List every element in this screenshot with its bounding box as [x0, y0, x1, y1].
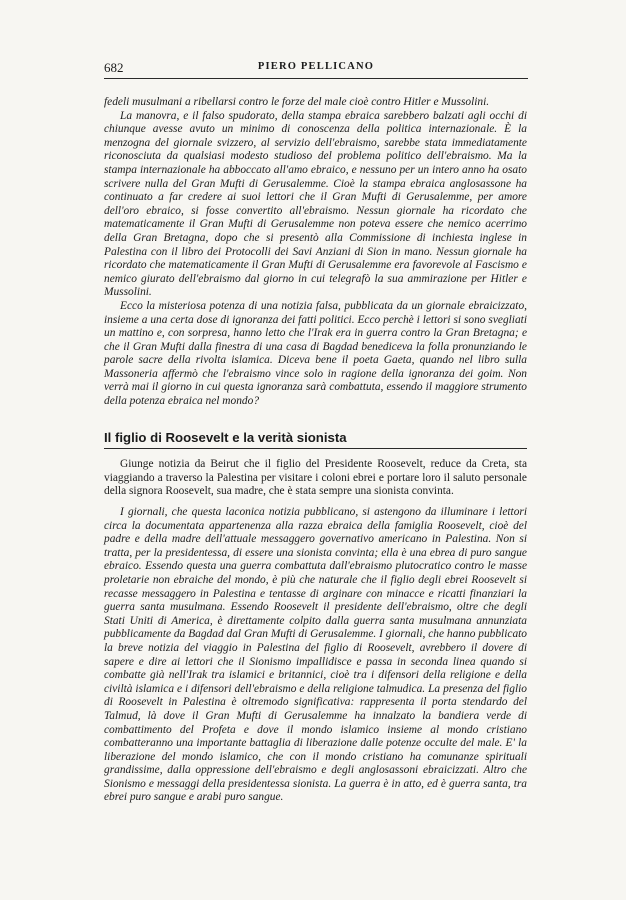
running-title: PIERO PELLICANO	[257, 61, 375, 72]
paragraph-continuation: fedeli musulmani a ribellarsi contro le forze del male cioè contro Hitler e Mussolini.	[104, 96, 490, 108]
page-header	[104, 60, 528, 79]
paragraph-lead: Giunge notizia da Beirut che il figlio del Presidente Roosevelt, reduce da Creta, sta viaggiando a traverso la Palestina per visitare i coloni ebrei e portare loro il saluto personale della signora Roosevelt, sua madre, che è stata sempre una sionista convinta.	[104, 458, 527, 498]
opening-text-block	[104, 96, 527, 409]
section-lead-block	[104, 458, 527, 499]
section-commentary-block	[104, 506, 527, 805]
section-heading: Il figlio di Roosevelt e la verità sionista	[104, 430, 527, 449]
paragraph-manovra: La manovra, e il falso spudorato, della stampa ebraica sarebbero balzati agli occhi di chiunque avesse avuto un minimo di conoscenza della politica internazionale. È la menzogna del giornale svizzero, al servizio dell'ebraismo, sarebbe stata immediatamente riconosciuta da qualsiasi modesto studioso del problema politico dell'ebraismo. Ma la stampa internazionale ha abboccato all'amo ebraico, e nessuno per un intero anno ha osato scrivere nulla del Gran Mufti di Gerusalemme. Cioè la stampa ebraica anglosassone ha continuato a far credere ai suoi lettori che il Gran Mufti di Gerusalemme, per amore dell'oro ebraico, si fosse convertito all'ebraismo. Nessun giornale ha ricordato che matematicamente il Gran Mufti di Gerusalemme non poteva essere che nemico acerrimo della Gran Bretagna, dopo che si presentò alla Commissione di inchiesta inglese in Palestina con il libro dei Protocolli dei Savi Anziani di Sion in mano. Nessun giornale ha ricordato che matematicamente il Gran Mufti di Gerusalemme era favorevole al Fascismo e nemico giurato dell'ebraismo dal giorno in cui telegrafò la sua ammirazione per Hitler e Mussolini.	[104, 109, 527, 299]
page-number: 682	[104, 60, 124, 75]
paragraph-commentary: I giornali, che questa laconica notizia pubblicano, si astengono da illuminare i lettori circa la documentata appartenenza alla razza ebraica della famiglia Roosevelt, cioè del padre e della madre dell'attuale messaggero governativo americano in Palestina. Non si tratta, per la presidentessa, di essere una sionista convinta; ella è una ebrea di puro sangue ebraico. Essendo questa una guerra combattuta dall'ebraismo plutocratico contro le masse proletarie non ebraiche del mondo, è più che naturale che il figlio degli ebrei Roosevelt si recasse messaggero in Palestina e tentasse di arginare con minacce e ricatti finanziari la guerra santa musulmana. Essendo Roosevelt il presidente dell'ebraismo, oltre che degli Stati Uniti di America, è direttamente colpito dalla guerra santa musulmana annunziata pubblicamente da Bagdad dal Gran Mufti di Gerusalemme. I giornali, che hanno pubblicato la breve notizia del viaggio in Palestina del figlio di Roosevelt, avrebbero il dovere di sapere e dire ai lettori che il Sionismo impallidisce e passa in seconda linea quando si combatte già nell'Irak tra islamici e britannici, cioè tra i difensori della religione e della civiltà islamica e i difensori dell'ebraismo e della religione talmudica. La presenza del figlio di Roosevelt in Palestina è oltremodo significativa: rappresenta il porta stendardo del Talmud, là dove il Gran Mufti di Gerusalemme ha innalzato la bandiera verde di combattimento del Profeta e dove il mondo islamico insieme al mondo cristiano combatteranno una importante battaglia di liberazione dalle potenze occulte del male. E' la liberazione del mondo islamico, che con il mondo cristiano ha comunanze spirituali grandissime, dalla oppressione dell'ebraismo e degli anglosassoni ebraicizzati. Altro che Sionismo e messaggi della presidentessa sionista. La guerra è in atto, ed è guerra santa, tra ebrei puro sangue e arabi puro sangue.	[104, 506, 527, 804]
paragraph-misteriosa-potenza: Ecco la misteriosa potenza di una notizia falsa, pubblicata da un giornale ebraicizzato, insieme a una certa dose di ignoranza dei fatti politici. Ecco perchè i lettori si sono svegliati un mattino e, con sorpresa, hanno letto che l'Irak era in guerra contro la Gran Bretagna; e che il Gran Mufti dalla finestra di una casa di Bagdad benediceva la folla pronunziando le parole sacre della rivolta islamica. Diceva bene il poeta Gaeta, quando nel libro sulla Massoneria affermò che l'ebraismo vince solo in ragione della ignoranza dei goim. Non verrà mai il giorno in cui questa ignoranza sarà combattuta, essendo il maggiore strumento della potenza ebraica nel mondo?	[104, 299, 527, 408]
